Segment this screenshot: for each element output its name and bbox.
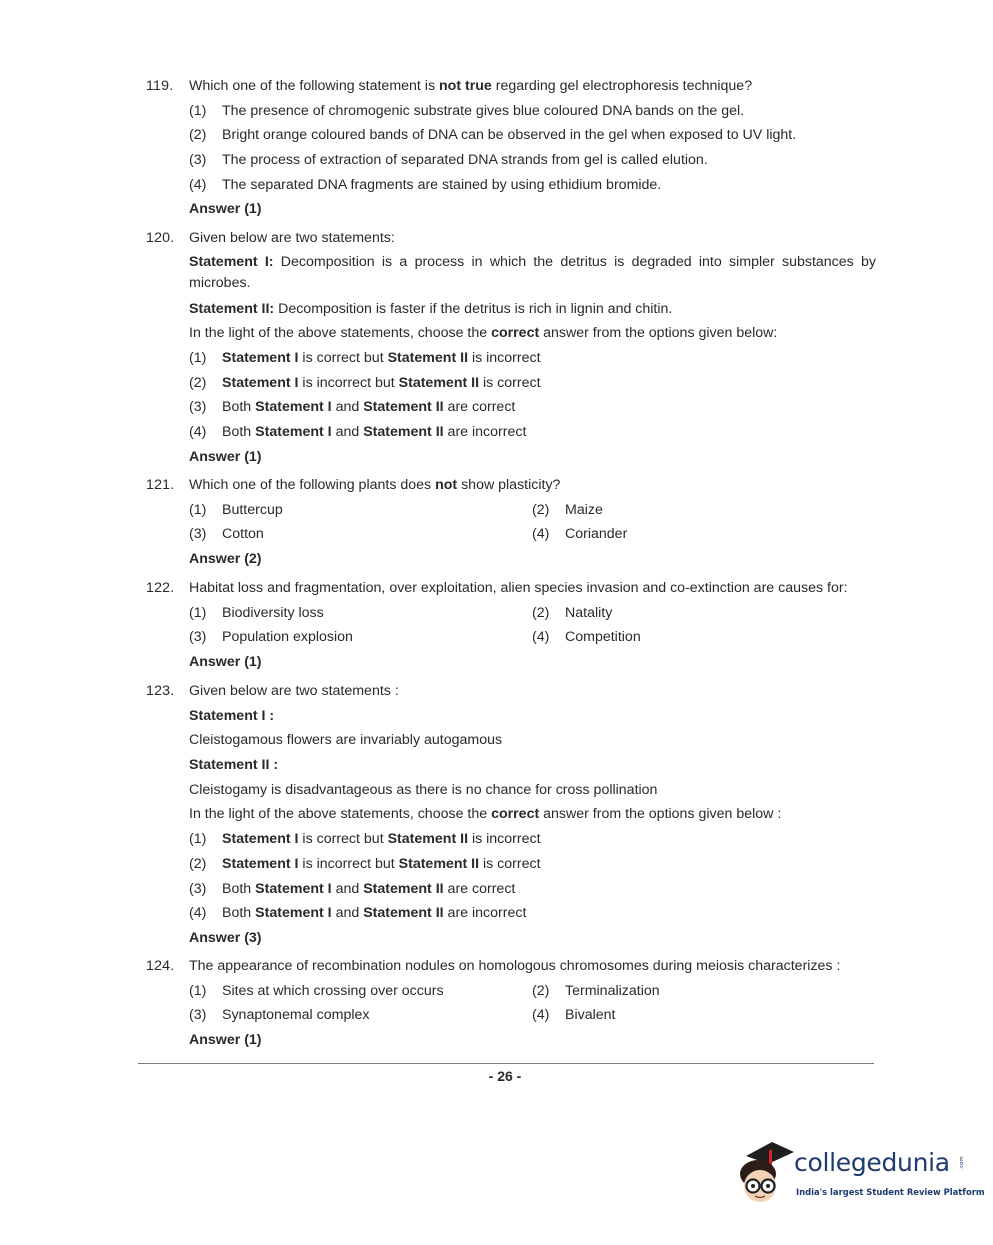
question-text: Which one of the following plants does not show plasticity? xyxy=(189,477,561,493)
option: (2) Natality xyxy=(532,604,613,621)
instruction: In the light of the above statements, choose the correct answer from the options given below : xyxy=(189,806,782,823)
option: (3) Both Statement I and Statement II are correct xyxy=(189,880,516,897)
question-120 xyxy=(146,226,876,470)
statement-1-label: Statement I : xyxy=(189,707,275,724)
question-number: 120. xyxy=(146,230,175,246)
logo-domain: .com xyxy=(958,1156,965,1170)
option: (2) Bright orange coloured bands of DNA can be observed in the gel when exposed to UV light. xyxy=(189,127,797,144)
answer: Answer (2) xyxy=(189,551,262,568)
instruction: In the light of the above statements, choose the correct answer from the options given below: xyxy=(189,325,778,342)
question-119 xyxy=(146,74,876,222)
page-number: - 26 - xyxy=(488,1068,522,1084)
option: (4) Competition xyxy=(532,629,641,646)
question-number: 119. xyxy=(146,78,174,94)
question-123 xyxy=(146,679,876,951)
mascot-icon xyxy=(736,1140,796,1210)
question-text: The appearance of recombination nodules on homologous chromosomes during meiosis characterizes : xyxy=(189,958,841,974)
option: (3) Synaptonemal complex xyxy=(189,1007,370,1024)
question-text: Habitat loss and fragmentation, over exploitation, alien species invasion and co-extinction are causes for: xyxy=(189,580,848,596)
statement-2-label: Statement II : xyxy=(189,757,279,774)
question-121 xyxy=(146,473,876,572)
answer: Answer (1) xyxy=(189,448,262,465)
option: (1) Sites at which crossing over occurs xyxy=(189,982,444,999)
logo-wordmark: collegedunia xyxy=(794,1148,950,1177)
answer: Answer (3) xyxy=(189,929,262,946)
option: (3) Both Statement I and Statement II are correct xyxy=(189,399,516,416)
option: (3) Population explosion xyxy=(189,629,353,646)
question-122 xyxy=(146,576,876,675)
option: (1) The presence of chromogenic substrate gives blue coloured DNA bands on the gel. xyxy=(189,102,745,119)
question-text: Given below are two statements: xyxy=(189,230,395,246)
footer-divider xyxy=(138,1063,874,1064)
question-text: Which one of the following statement is not true regarding gel electrophoresis technique? xyxy=(189,78,753,94)
statement-1: Statement I: Decomposition is a process in which the detritus is degraded into simpler substances by microbes. xyxy=(189,253,877,291)
logo-tagline: India's largest Student Review Platform xyxy=(796,1187,985,1197)
question-number: 122. xyxy=(146,580,175,596)
option: (2) Maize xyxy=(532,501,603,518)
question-number: 121. xyxy=(146,477,175,493)
question-124 xyxy=(146,954,876,1053)
option: (2) Statement I is incorrect but Statement II is correct xyxy=(189,855,541,872)
option: (4) The separated DNA fragments are stained by using ethidium bromide. xyxy=(189,176,662,193)
statement-1-text: Cleistogamous flowers are invariably autogamous xyxy=(189,732,503,749)
option: (4) Bivalent xyxy=(532,1007,616,1024)
answer: Answer (1) xyxy=(189,201,262,218)
option: (3) The process of extraction of separated DNA strands from gel is called elution. xyxy=(189,152,708,169)
statement-2-text: Cleistogamy is disadvantageous as there is no chance for cross pollination xyxy=(189,781,658,798)
collegedunia-logo xyxy=(736,1140,985,1210)
option: (4) Both Statement I and Statement II are incorrect xyxy=(189,424,527,441)
option: (1) Statement I is correct but Statement II is incorrect xyxy=(189,350,541,367)
option: (3) Cotton xyxy=(189,526,264,543)
answer: Answer (1) xyxy=(189,1032,262,1049)
option: (2) Terminalization xyxy=(532,982,660,999)
question-number: 124. xyxy=(146,958,175,974)
question-number: 123. xyxy=(146,683,175,699)
statement-2: Statement II: Decomposition is faster if the detritus is rich in lignin and chitin. xyxy=(189,300,673,317)
question-text: Given below are two statements : xyxy=(189,683,399,699)
option: (4) Both Statement I and Statement II are incorrect xyxy=(189,905,527,922)
option: (1) Statement I is correct but Statement II is incorrect xyxy=(189,831,541,848)
answer: Answer (1) xyxy=(189,654,262,671)
option: (1) Biodiversity loss xyxy=(189,604,324,621)
option: (4) Coriander xyxy=(532,526,628,543)
option: (1) Buttercup xyxy=(189,501,283,518)
option: (2) Statement I is incorrect but Statement II is correct xyxy=(189,374,541,391)
